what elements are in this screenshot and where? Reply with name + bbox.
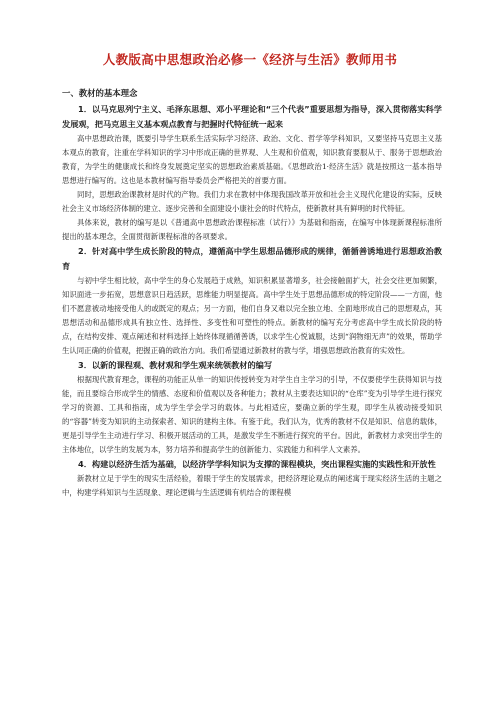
point-4-heading: 4．构建以经济生活为基础，以经济学学科知识为支撑的课程模块，突出课程实施的实践性和开放性: [78, 459, 436, 469]
point-2-heading: 2．针对高中学生成长阶段的特点，遵循高中学生思想品德形成的规律，循循善诱地进行思想政治教育: [62, 246, 442, 271]
point-3-heading: 3．以新的课程观、教材观和学生观来统领教材的编写: [78, 360, 273, 370]
document-title: 人教版高中思想政治必修一《经济与生活》教师用书: [102, 52, 398, 67]
point-1-heading: 1．以马克思列宁主义、毛泽东思想、邓小平理论和“三个代表”重要思想为指导，深入贯彻落实科学发展观，把马克思主义基本观点教育与把握时代特征统一起来: [62, 104, 442, 129]
point-1-paragraph-1: 高中思想政治课，既要引导学生联系生活实际学习经济、政治、文化、哲学等学科知识，又要坚持马克思主义基本观点的教育，注重在学科知识的学习中形成正确的世界观、人生观和价值观，知识教育要服从于、服务于思想政治教育，为学生的健康成长和终身发展奠定坚实的思想政治素质基础。《思想政治1·经济生活》就是按照这一基本指导思想进行编写的。这也是本教材编写指导委员会严格把关的首要方面。: [62, 134, 442, 185]
point-3-paragraph-1: 根据现代教育理念，课程的功能正从单一的知识传授转变为对学生自主学习的引导，不仅要使学生获得知识与技能，而且要综合形成学生的情感、态度和价值观以及各种能力；教材从主要表达知识的“仓库”变为引导学生进行探究学习的资源、工具和指南，成为学生学会学习的载体。与此相适应，要确立新的学生观，即学生从被动接受知识的“容器”转变为知识的主动探索者、知识的建构主体。有鉴于此，我们认为，优秀的教材不仅是知识、信息的载体，更是引导学生主动进行学习、积极开展活动的工具，是激发学生不断进行探究的平台。因此，新教材力求突出学生的主体地位，以学生的发展为本，努力培养和提高学生的创新能力、实践能力和科学人文素养。: [62, 375, 442, 454]
point-4-paragraph-1: 新教材立足于学生的现实生活经验，着眼于学生的发展需求，把经济理论观点的阐述寓于现实经济生活的主题之中，构建学科知识与生活现象、理论逻辑与生活逻辑有机结合的课程模: [62, 474, 442, 497]
point-2-paragraph-1: 与初中学生相比较，高中学生的身心发展趋于成熟，知识积累显著增多，社会接触面扩大，社会交往更加频繁，知识面进一步拓宽，思想意识日趋活跃，思维能力明显提高。高中学生处于思想品德形成的特定阶段——一方面，他们不愿意被动地接受他人的或既定的观点；另一方面，他们自身又难以完全独立地、全面地形成自己的思想观点，其思想活动和品德形成具有独立性、选择性、多变性和可塑性的特点。新教材的编写充分考虑高中学生成长阶段的特点，在结构安排、观点阐述和材料选择上始终体现循循善诱，以求学生心悦诚服，达到“润物细无声”的效果，帮助学生认同正确的价值观，把握正确的政治方向。我们希望通过新教材的教与学，增强思想政治教育的实效性。: [62, 276, 442, 355]
point-1-paragraph-3: 具体来说，教材的编写是以《普通高中思想政治课程标准（试行）》为基础和指南，在编写中体现新课程标准所提出的基本理念，全面贯彻新课程标准的各项要求。: [62, 218, 442, 241]
point-1-paragraph-2: 同时，思想政治课教材是时代的产物。我们力求在教材中体现我国改革开放和社会主义现代化建设的实际，反映社会主义市场经济体制的建立、逐步完善和全面建设小康社会的时代特点，使新教材具有鲜明的时代特征。: [62, 190, 442, 213]
document-body: [62, 86, 442, 500]
section-heading: 一、教材的基本理念: [62, 88, 138, 98]
